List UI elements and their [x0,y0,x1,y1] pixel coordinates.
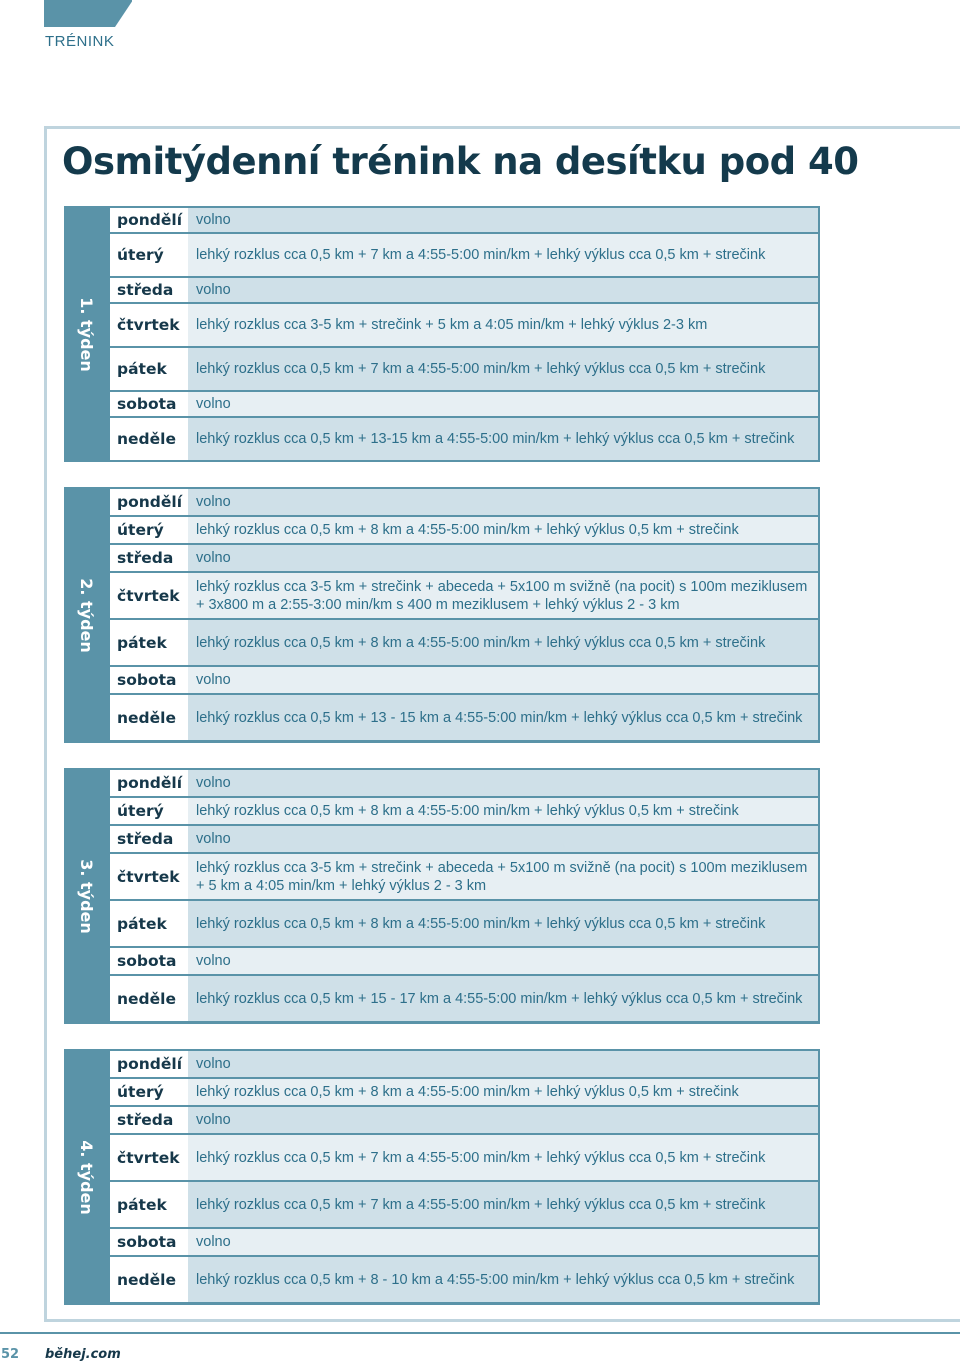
week-rows [110,1051,818,1303]
workout-description: lehký rozklus cca 3-5 km + strečink + 5 km a 4:05 min/km + lehký výklus 2-3 km [188,304,818,346]
week-label-text: 4. týden [76,1139,96,1215]
week-label [64,768,108,1024]
workout-description: volno [188,278,818,302]
page-title: Osmitýdenní trénink na desítku pod 40 [62,140,859,183]
week-label [64,206,108,462]
table-row [110,1135,818,1180]
day-name: pátek [110,1182,188,1227]
day-name: sobota [110,948,188,974]
day-name: sobota [110,392,188,416]
workout-description: lehký rozklus cca 0,5 km + 13 - 15 km a 4:55-5:00 min/km + lehký výklus cca 0,5 km + strečink [188,695,818,740]
workout-description: volno [188,545,818,571]
day-name: středa [110,545,188,571]
table-row [110,392,818,416]
day-name: pondělí [110,489,188,515]
table-row [110,1079,818,1105]
table-row [110,1182,818,1227]
day-name: čtvrtek [110,573,188,618]
table-row [110,826,818,852]
section-label: TRÉNINK [45,33,115,50]
table-row [110,517,818,543]
workout-description: lehký rozklus cca 0,5 km + 8 km a 4:55-5:00 min/km + lehký výklus 0,5 km + strečink [188,798,818,824]
day-name: sobota [110,1229,188,1255]
week-label [64,487,108,743]
table-row [110,770,818,796]
table-row [110,798,818,824]
week-rows [110,489,818,741]
day-name: středa [110,1107,188,1133]
day-name: čtvrtek [110,1135,188,1180]
workout-description: volno [188,1051,818,1077]
table-row [110,1107,818,1133]
table-row [110,418,818,460]
day-name: pondělí [110,770,188,796]
day-name: neděle [110,418,188,460]
week-label-text: 1. týden [76,296,96,372]
workout-description: volno [188,208,818,232]
day-name: středa [110,278,188,302]
table-row [110,489,818,515]
workout-description: volno [188,1229,818,1255]
day-name: neděle [110,976,188,1021]
week-rows [110,770,818,1022]
day-name: pátek [110,620,188,665]
table-row [110,667,818,693]
workout-description: lehký rozklus cca 0,5 km + 8 km a 4:55-5:00 min/km + lehký výklus cca 0,5 km + strečink [188,620,818,665]
table-row [110,901,818,946]
week-rows [110,208,818,460]
day-name: pondělí [110,1051,188,1077]
table-row [110,1229,818,1255]
day-name: neděle [110,1257,188,1302]
workout-description: volno [188,948,818,974]
top-tab-decoration [44,0,132,27]
table-row [110,234,818,276]
workout-description: lehký rozklus cca 0,5 km + 15 - 17 km a 4:55-5:00 min/km + lehký výklus cca 0,5 km + strečink [188,976,818,1021]
table-row [110,304,818,346]
week-block [64,768,820,1024]
week-block [64,206,820,462]
workout-description: volno [188,489,818,515]
day-name: úterý [110,798,188,824]
workout-description: lehký rozklus cca 0,5 km + 7 km a 4:55-5:00 min/km + lehký výklus cca 0,5 km + strečink [188,1135,818,1180]
day-name: středa [110,826,188,852]
table-row [110,573,818,618]
week-label-text: 2. týden [76,577,96,653]
day-name: čtvrtek [110,854,188,899]
workout-description: lehký rozklus cca 0,5 km + 7 km a 4:55-5:00 min/km + lehký výklus cca 0,5 km + strečink [188,1182,818,1227]
workout-description: lehký rozklus cca 0,5 km + 7 km a 4:55-5:00 min/km + lehký výklus cca 0,5 km + strečink [188,348,818,390]
day-name: úterý [110,234,188,276]
table-row [110,1257,818,1302]
table-row [110,695,818,740]
workout-description: volno [188,826,818,852]
workout-description: lehký rozklus cca 0,5 km + 8 km a 4:55-5:00 min/km + lehký výklus cca 0,5 km + strečink [188,901,818,946]
table-row [110,348,818,390]
workout-description: lehký rozklus cca 0,5 km + 8 km a 4:55-5:00 min/km + lehký výklus 0,5 km + strečink [188,517,818,543]
week-block [64,487,820,743]
workout-description: lehký rozklus cca 0,5 km + 13-15 km a 4:55-5:00 min/km + lehký výklus cca 0,5 km + strečink [188,418,818,460]
table-row [110,854,818,899]
workout-description: lehký rozklus cca 0,5 km + 8 km a 4:55-5:00 min/km + lehký výklus 0,5 km + strečink [188,1079,818,1105]
table-row [110,948,818,974]
table-row [110,208,818,232]
workout-description: lehký rozklus cca 3-5 km + strečink + abeceda + 5x100 m svižně (na pocit) s 100m meziklusem + 5 km a 4:05 min/km + lehký výklus 2 - 3 km [188,854,818,899]
table-row [110,278,818,302]
footer-bar [0,1332,960,1334]
table-row [110,545,818,571]
day-name: sobota [110,667,188,693]
workout-description: volno [188,392,818,416]
workout-description: lehký rozklus cca 3-5 km + strečink + abeceda + 5x100 m svižně (na pocit) s 100m meziklusem + 3x800 m a 2:55-3:00 min/km s 400 m meziklusem + lehký výklus 2 - 3 km [188,573,818,618]
day-name: pátek [110,901,188,946]
week-label-text: 3. týden [76,858,96,934]
table-row [110,620,818,665]
workout-description: lehký rozklus cca 0,5 km + 8 - 10 km a 4:55-5:00 min/km + lehký výklus cca 0,5 km + strečink [188,1257,818,1302]
week-block [64,1049,820,1305]
day-name: pátek [110,348,188,390]
day-name: čtvrtek [110,304,188,346]
day-name: úterý [110,517,188,543]
table-row [110,1051,818,1077]
table-row [110,976,818,1021]
workout-description: volno [188,770,818,796]
workout-description: lehký rozklus cca 0,5 km + 7 km a 4:55-5:00 min/km + lehký výklus cca 0,5 km + strečink [188,234,818,276]
day-name: neděle [110,695,188,740]
page-number: 52 [0,1347,20,1362]
week-label [64,1049,108,1305]
day-name: úterý [110,1079,188,1105]
magazine-logo: běhej.com [45,1347,121,1362]
workout-description: volno [188,1107,818,1133]
day-name: pondělí [110,208,188,232]
workout-description: volno [188,667,818,693]
